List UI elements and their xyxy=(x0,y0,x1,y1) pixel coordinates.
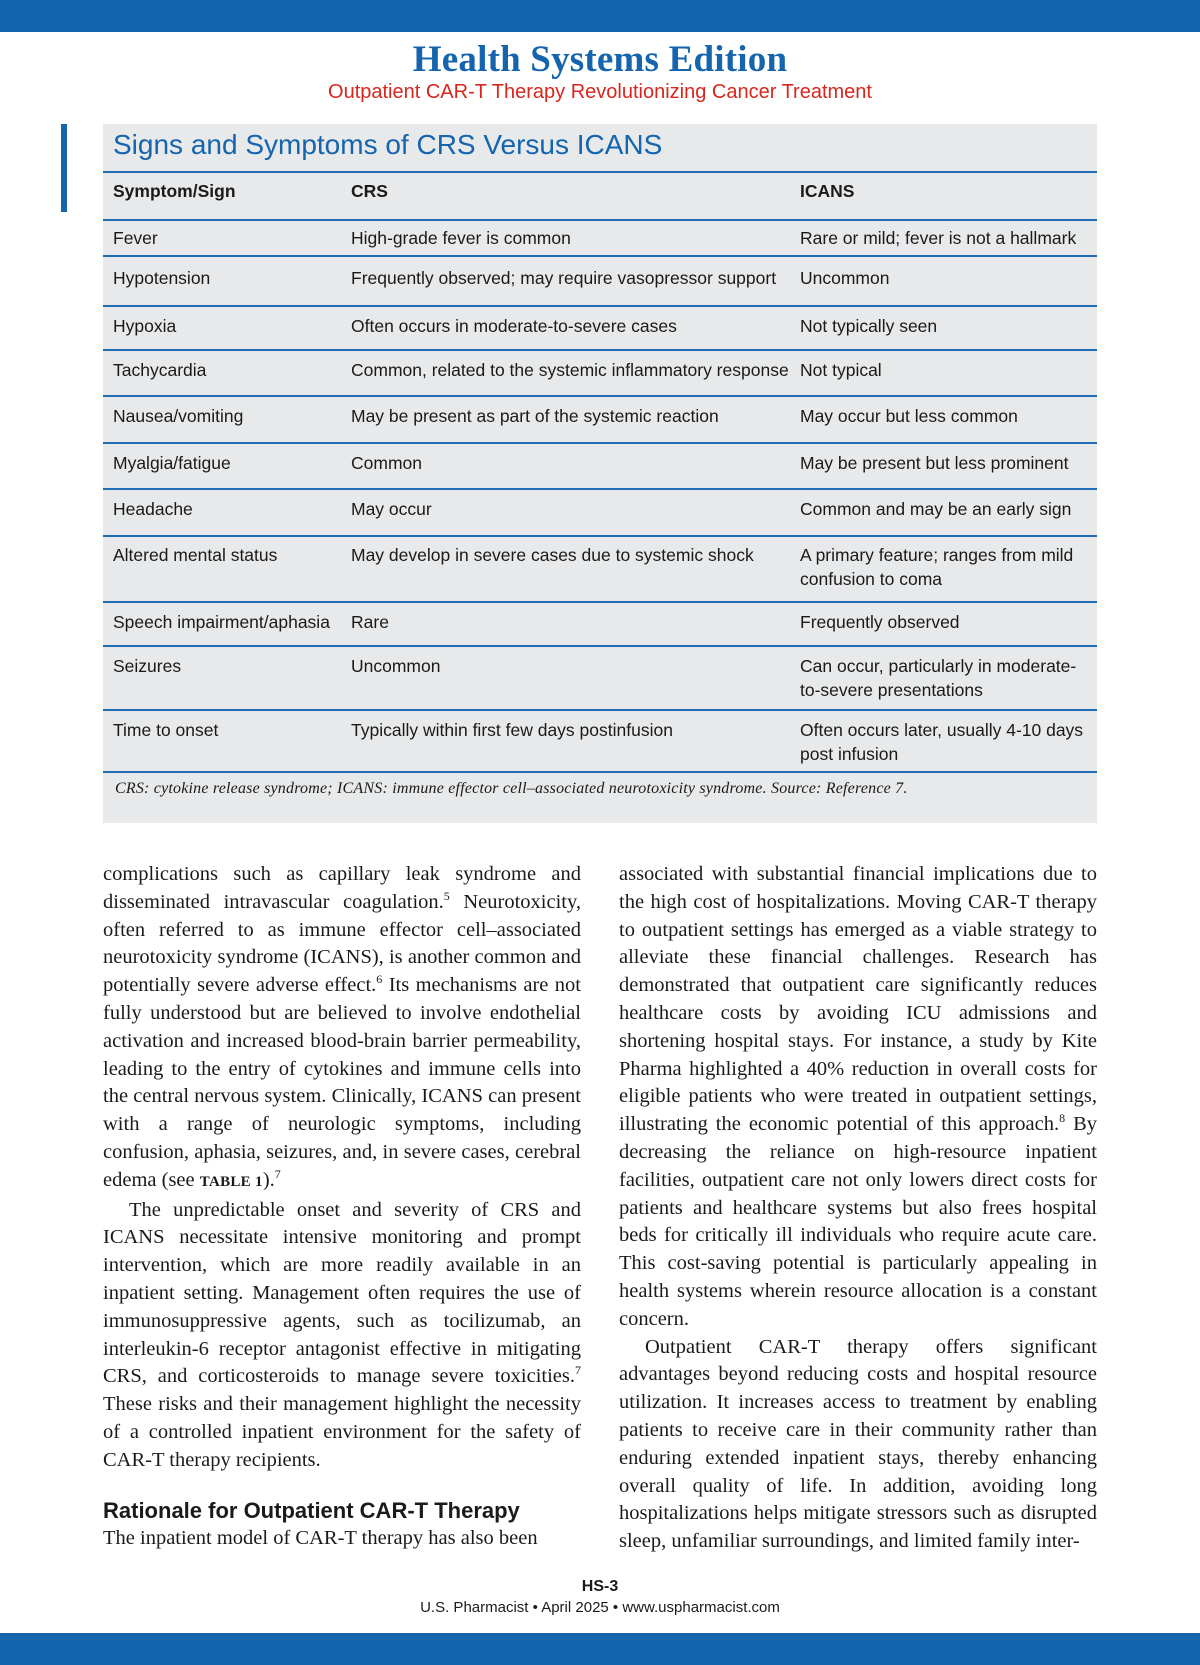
table-cell: Frequently observed; may require vasopressor support xyxy=(351,268,777,288)
text-run: The unpredictable onset and severity of CRS and ICANS necessitate intensive monitoring and prompt intervention, which are more readily available in an inpatient setting. Management often requires the use of immunosuppressive agents, such as tocilizumab, an interleukin-6 receptor antagonist effective in mitigating CRS, and corticosteroids to manage severe toxicities. xyxy=(103,1198,581,1388)
table-cell: High-grade fever is common xyxy=(351,228,571,248)
table-cell: Headache xyxy=(113,499,193,519)
table-cell: Often occurs in moderate-to-severe cases xyxy=(351,316,677,336)
table-cell: Often occurs later, usually 4-10 days post infusion xyxy=(800,720,1084,764)
table-footnote: CRS: cytokine release syndrome; ICANS: immune effector cell–associated neurotoxicity syndrome. Source: Reference 7. xyxy=(115,780,908,797)
table-rule xyxy=(103,709,1097,711)
column-header: CRS xyxy=(351,181,388,201)
table-rule xyxy=(103,488,1097,490)
paragraph xyxy=(103,861,581,1197)
table-cell: May occur xyxy=(351,499,432,519)
table-cell: Common and may be an early sign xyxy=(800,499,1072,519)
table-cell: Seizures xyxy=(113,656,182,676)
table-cell: Hypoxia xyxy=(113,316,177,336)
table-cell: Time to onset xyxy=(113,720,219,740)
table-title: Signs and Symptoms of CRS Versus ICANS xyxy=(113,129,663,160)
text-run: Its mechanisms are not fully understood but are believed to involve endothelial activation and increased blood-brain barrier permeability, leading to the entry of cytokines and immune cells into the central nervous system. Clinically, ICANS can present with a range of neurologic symptoms, including confusion, aphasia, seizures, and, in severe cases, cerebral edema (see xyxy=(103,974,582,1191)
reference-superscript: 7 xyxy=(274,1166,281,1181)
left-text-column xyxy=(103,861,581,1552)
table-cell: Uncommon xyxy=(351,656,441,676)
table-cell: Tachycardia xyxy=(113,360,207,380)
table-rule xyxy=(103,535,1097,537)
reference-superscript: 5 xyxy=(443,888,450,903)
publication-footer: U.S. Pharmacist • April 2025 • www.uspharmacist.com xyxy=(420,1599,780,1616)
table-cell: Fever xyxy=(113,228,158,248)
reference-superscript: 7 xyxy=(575,1363,581,1378)
text-run: By decreasing the reliance on high-resource inpatient facilities, outpatient care not only lowers direct costs for patients and healthcare systems but also frees hospital beds for critically ill individuals who require acute care. This cost-saving potential is particularly appealing in health systems wherein resource allocation is a constant concern. xyxy=(619,1113,1097,1330)
table-rule xyxy=(103,395,1097,397)
table-cell: Not typical xyxy=(800,360,882,380)
table-cell: Typically within first few days postinfusion xyxy=(351,720,673,740)
table-cell: May occur but less common xyxy=(800,406,1018,426)
table-cell: Common, related to the systemic inflammatory response xyxy=(351,360,789,380)
table-cell: A primary feature; ranges from mild confusion to coma xyxy=(800,545,1074,589)
top-color-bar xyxy=(0,0,1200,32)
text-run: complications such as capillary leak syndrome and disseminated intravascular coagulation. xyxy=(103,863,581,913)
table-cell: Uncommon xyxy=(800,268,890,288)
table-rule xyxy=(103,442,1097,444)
table-cell: Rare or mild; fever is not a hallmark xyxy=(800,228,1077,248)
paragraph xyxy=(103,1197,581,1475)
paragraph: The inpatient model of CAR-T therapy has also been xyxy=(103,1526,538,1549)
table-rule xyxy=(103,219,1097,221)
table-cell: Not typically seen xyxy=(800,316,938,336)
table-cell: Frequently observed xyxy=(800,612,960,632)
bottom-color-bar xyxy=(0,1633,1200,1665)
table-rule xyxy=(103,601,1097,603)
table-rule xyxy=(103,305,1097,307)
table-cell: Speech impairment/aphasia xyxy=(113,612,330,632)
reference-superscript: 6 xyxy=(376,972,383,987)
right-text-column xyxy=(619,861,1097,1556)
table-cell: Myalgia/fatigue xyxy=(113,453,231,473)
table-cell: Hypotension xyxy=(113,268,211,288)
column-header: ICANS xyxy=(800,181,855,201)
section-heading: Rationale for Outpatient CAR-T Therapy xyxy=(103,1497,520,1523)
table-cell: May be present but less prominent xyxy=(800,453,1069,473)
table-cell: May develop in severe cases due to systemic shock xyxy=(351,545,754,565)
text-run: ). xyxy=(262,1168,275,1191)
column-header: Symptom/Sign xyxy=(113,181,236,201)
paragraph: Outpatient CAR-T therapy offers significant advantages beyond reducing costs and hospital resource utilization. It increases access to treatment by enabling patients to receive care in their community rather than enduring extended inpatient stays, thereby enhancing overall quality of life. In addition, avoiding long hospitalizations helps mitigate stressors such as disrupted sleep, unfamiliar surroundings, and limited family inter- xyxy=(619,1335,1097,1553)
table-rule xyxy=(103,255,1097,257)
table-rule xyxy=(103,171,1097,173)
table-tab-bar xyxy=(61,124,67,212)
article-subtitle: Outpatient CAR-T Therapy Revolutionizing Cancer Treatment xyxy=(328,81,872,103)
text-run: These risks and their management highlight the necessity of a controlled inpatient environment for the safety of CAR-T therapy recipients. xyxy=(103,1393,581,1471)
page-number: HS-3 xyxy=(581,1578,619,1595)
table-cell: May be present as part of the systemic reaction xyxy=(351,406,719,426)
table-cell: Nausea/vomiting xyxy=(113,406,244,426)
table-reference: TABLE 1 xyxy=(199,1173,263,1190)
table-cell: Common xyxy=(351,453,422,473)
table-rule xyxy=(103,771,1097,773)
symptom-table xyxy=(103,124,1097,823)
text-run: associated with substantial financial implications due to the high cost of hospitalizations. Moving CAR-T therapy to outpatient settings has emerged as a viable strategy to alleviate these financial challenges. Research has demonstrated that outpatient care significantly reduces healthcare costs by avoiding ICU admissions and shortening hospital stays. For instance, a study by Kite Pharma highlighted a 40% reduction in overall costs for eligible patients who were treated in outpatient settings, illustrating the economic potential of this approach. xyxy=(619,863,1097,1136)
table-tab xyxy=(58,124,98,212)
text-run: Neurotoxicity, often referred to as immune effector cell–associated neurotoxicity syndrome (ICANS), is another common and potentially severe adverse effect. xyxy=(103,890,581,997)
table-cell: Altered mental status xyxy=(113,545,278,565)
table-cell: Can occur, particularly in moderate-to-severe presentations xyxy=(800,656,1077,700)
table-rule xyxy=(103,349,1097,351)
reference-superscript: 8 xyxy=(1059,1111,1066,1126)
table-rule xyxy=(103,645,1097,647)
paragraph xyxy=(619,861,1097,1334)
publication-title: Health Systems Edition xyxy=(412,39,788,80)
table-cell: Rare xyxy=(351,612,389,632)
